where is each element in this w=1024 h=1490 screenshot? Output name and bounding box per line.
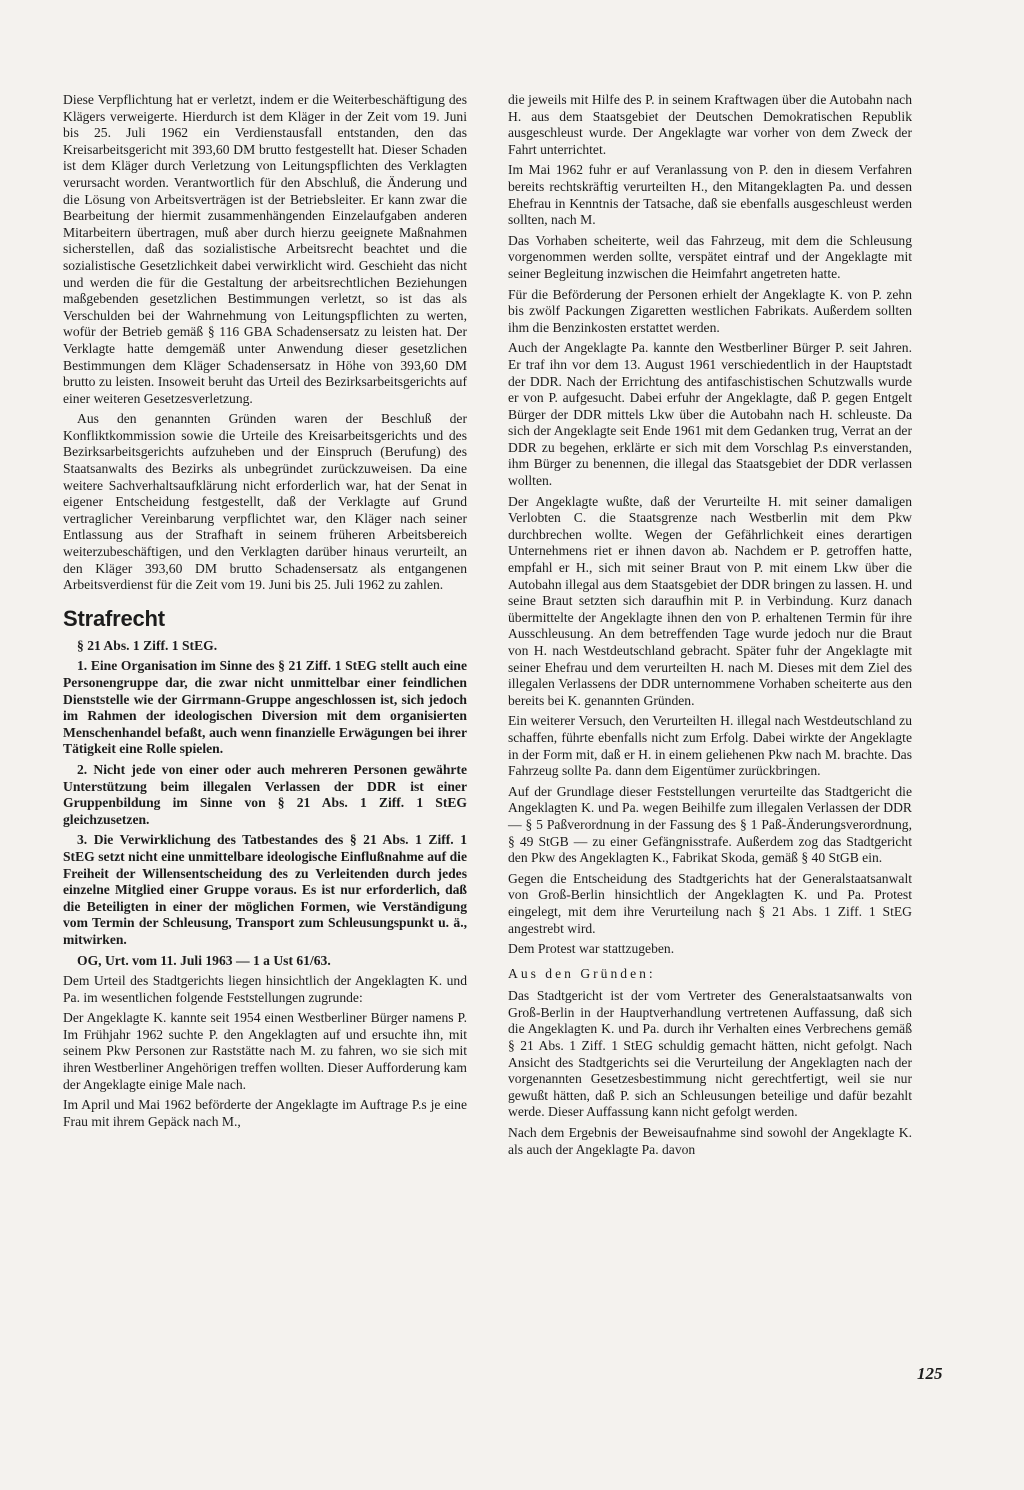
left-column [63, 92, 467, 1134]
paragraph: Ein weiterer Versuch, den Verurteilten H. illegal nach Westdeutschland zu schaffen, führte ebenfalls nicht zum Erfolg. Dabei wirkte der Angeklagte in der Form mit, daß er H. in einem geliehenen Pkw nach M. brachte. Das Fahrzeug sollte Pa. dann dem Eigentümer zurückbringen. [508, 713, 912, 779]
grounds-heading: Aus den Gründen: [508, 965, 656, 981]
paragraph: Das Vorhaben scheiterte, weil das Fahrzeug, mit dem die Schleusung vorgenommen werden sollte, verspätet eintraf und der Angeklagte mit seiner Begleitung inzwischen die Heimfahrt angetreten hatte. [508, 232, 912, 281]
paragraph: Aus den genannten Gründen waren der Beschluß der Konfliktkommission sowie die Urteile des Kreisarbeitsgerichts und des Bezirksarbeitsgerichts aufzuheben und der Einspruch (Berufung) des Staatsanwalts des Bezirks als unbegründet zurückzuweisen. Da eine weitere Sachverhaltsaufklärung nicht erforderlich war, hat der Senat in eigener Entscheidung festgestellt, daß der Verklagte auf Grund vertraglicher Vereinbarung verpflichtet war, den Kläger nach seiner Entlassung aus der Strafhaft in seinem früheren Arbeitsbereich weiterzubeschäftigen, und den Verklagten darüber hinaus verurteilt, an den Kläger 393,60 DM brutto Schadensersatz als entgangenen Arbeitsverdienst für die Zeit vom 19. Juni bis 25. Juli 1962 zu zahlen. [63, 411, 467, 593]
page-number: 125 [917, 1364, 943, 1383]
paragraph: Dem Protest war stattzugeben. [508, 941, 675, 957]
paragraph: Diese Verpflichtung hat er verletzt, indem er die Weiterbeschäftigung des Klägers verweigerte. Hierdurch ist dem Kläger in der Zeit vom 19. Juni bis 25. Juli 1962 ein Verdienstausfall entstanden, den das Kreisarbeitsgericht mit 393,60 DM brutto festgestellt hat. Dieser Schaden ist dem Kläger durch Verletzung von Leitungspflichten des Verklagten verursacht worden. Verantwortlich für den Abschluß, die Änderung und die Lösung von Arbeitsverträgen ist der Betriebsleiter. Er kann zwar die Bearbeitung der hiermit zusammenhängenden Einzelaufgaben anderen Mitarbeitern übertragen, muß aber durch hierzu geeignete Maßnahmen sicherstellen, daß das sozialistische Arbeitsrecht beachtet und die sozialistische Gesetzlichkeit dabei verwirklicht wird. Geschieht das nicht und werden die für die Gestaltung der arbeitsrechtlichen Beziehungen maßgebenden gesetzlichen Bestimmungen verletzt, so ist das als Verschulden bei der Wahrnehmung von Leitungspflichten zu werten, wofür der Betrieb gemäß § 116 GBA Schadensersatz zu leisten hat. Der Verklagte hatte demgemäß unter Anwendung dieser gesetzlichen Bestimmungen dem Kläger Schadensersatz in Höhe von 393,60 DM brutto zu leisten. Insoweit beruht das Urteil des Bezirksarbeitsgerichts auf einer weiteren Gesetzesverletzung. [63, 92, 467, 406]
paragraph: Im April und Mai 1962 beförderte der Angeklagte im Auftrage P.s je eine Frau mit ihrem Gepäck nach M., [63, 1097, 467, 1129]
paragraph: Auch der Angeklagte Pa. kannte den Westberliner Bürger P. seit Jahren. Er traf ihn vor dem 13. August 1961 verschiedentlich in der Hauptstadt der DDR. Nach der Errichtung des antifaschistischen Schutzwalls wurde er von P. aufgesucht. Dabei erfuhr der Angeklagte, daß P. gegen Entgelt Bürger der DDR mittels Lkw über die Autobahn nach H. schleuste. Da sich der Angeklagte seit Ende 1961 mit dem Gedanken trug, Verrat an der DDR zu begehen, erklärte er sich mit dem Vorschlag P.s einverstanden, ihm Bürger zu benennen, die illegal das Staatsgebiet der DDR verlassen wollten. [508, 340, 912, 489]
paragraph: Der Angeklagte K. kannte seit 1954 einen Westberliner Bürger namens P. Im Frühjahr 1962 suchte P. den Angeklagten auf und ersuchte ihn, mit seinem Pkw Personen zur Raststätte nach M. zu fahren, wo sie sich mit ihren Westberliner Angehörigen treffen wollten. Dieser Aufforderung kam der Angeklagte einige Male nach. [63, 1010, 467, 1092]
case-citation: OG, Urt. vom 11. Juli 1963 — 1 a Ust 61/63. [77, 952, 331, 968]
headnote-1: 1. Eine Organisation im Sinne des § 21 Ziff. 1 StEG stellt auch eine Personengruppe dar, die zwar nicht unmittelbar einer feindlichen Dienststelle wie der Girrmann-Gruppe angeschlossen ist, sich jedoch im Rahmen der ideologischen Diversion mit dem organisierten Menschenhandel befaßt, auch wenn finanzielle Erwägungen bei ihrer Tätigkeit eine Rolle spielen. [63, 658, 467, 757]
paragraph: Für die Beförderung der Personen erhielt der Angeklagte K. von P. zehn bis zwölf Packungen Zigaretten westlichen Fabrikats. Außerdem sollten ihm die Benzinkosten erstattet werden. [508, 286, 912, 335]
right-column [508, 92, 912, 1162]
paragraph: Dem Urteil des Stadtgerichts liegen hinsichtlich der Angeklagten K. und Pa. im wesentlichen folgende Feststellungen zugrunde: [63, 973, 467, 1005]
legal-norm: § 21 Abs. 1 Ziff. 1 StEG. [77, 637, 218, 653]
paragraph: Nach dem Ergebnis der Beweisaufnahme sind sowohl der Angeklagte K. als auch der Angeklagte Pa. davon [508, 1125, 912, 1157]
paragraph: Auf der Grundlage dieser Feststellungen verurteilte das Stadtgericht die Angeklagten K. und Pa. wegen Beihilfe zum illegalen Verlassen der DDR — § 5 Paßverordnung in der Fassung des § 1 Paß-Änderungsverordnung, § 49 StGB — zu einer Gefängnisstrafe. Außerdem zog das Stadtgericht den Pkw des Angeklagten K., Fabrikat Skoda, gemäß § 40 StGB ein. [508, 783, 912, 866]
paragraph: die jeweils mit Hilfe des P. in seinem Kraftwagen über die Autobahn nach H. aus dem Staatsgebiet der Deutschen Demokratischen Republik ausgeschleust wurde. Der Angeklagte war vorher von dem Zweck der Fahrt unterrichtet. [508, 92, 912, 157]
headnote-3: 3. Die Verwirklichung des Tatbestandes des § 21 Abs. 1 Ziff. 1 StEG setzt nicht eine unmittelbare ideologische Einflußnahme auf die Freiheit der Willensentscheidung des zu Verleitenden durch jedes einzelne Mitglied einer Gruppe voraus. Es ist nur erforderlich, daß die Beteiligten in einer der möglichen Formen, wie Verständigung vom Termin der Schleusung, Transport zum Schleusungspunkt u. ä., mitwirken. [63, 832, 467, 947]
paragraph: Gegen die Entscheidung des Stadtgerichts hat der Generalstaatsanwalt von Groß-Berlin hinsichtlich der Angeklagten K. und Pa. Protest eingelegt, mit dem ihre Verurteilung nach § 21 Abs. 1 Ziff. 1 StEG angestrebt wird. [508, 870, 912, 936]
section-heading: Strafrecht [63, 605, 165, 631]
paragraph: Der Angeklagte wußte, daß der Verurteilte H. mit seiner damaligen Verlobten C. die Staatsgrenze nach Westberlin mit dem Pkw durchbrechen wollte. Wegen der Gefährlichkeit eines derartigen Unternehmens riet er ihnen davon ab. Nachdem er P. getroffen hatte, empfahl er H., sich mit seiner Braut von P. mit einem Lkw über die Autobahn illegal aus dem Staatsgebiet der DDR bringen zu lassen. H. und seine Braut setzten sich daraufhin mit P. in Verbindung. Kurz danach übermittelte der Angeklagte ihnen den von P. erhaltenen Termin für ihre Ausschleusung. An dem betreffenden Tage wurde jedoch nur die Braut von H. nach Westdeutschland gebracht. Später fuhr der Angeklagte mit seiner Ehefrau und dem verurteilten H. nach M. Dieses mit dem Ziel des illegalen Verlassens der DDR unternommene Vorhaben scheiterte aus den bereits bei K. genannten Gründen. [508, 493, 912, 708]
paragraph: Das Stadtgericht ist der vom Vertreter des Generalstaatsanwalts von Groß-Berlin in der Hauptverhandlung vertretenen Auffassung, daß sich die Angeklagten K. und Pa. durch ihr Verhalten eines Verbrechens gemäß § 21 Abs. 1 Ziff. 1 StEG schuldig gemacht hätten, nicht gefolgt. Nach Ansicht des Stadtgerichts sei die Verurteilung der Angeklagten nach der vorgenannten Gesetzesbestimmung nicht gerechtfertigt, weil sie nur gewußt hätten, daß P. sich an Schleusungen beteilige und dafür bezahlt werde. Dieser Auffassung kann nicht gefolgt werden. [508, 988, 912, 1120]
headnote-2: 2. Nicht jede von einer oder auch mehreren Personen gewährte Unterstützung beim illegalen Verlassen der DDR ist einer Gruppenbildung im Sinne von § 21 Abs. 1 Ziff. 1 StEG gleichzusetzen. [63, 761, 467, 827]
paragraph: Im Mai 1962 fuhr er auf Veranlassung von P. den in diesem Verfahren bereits rechtskräftig verurteilten H., den Mitangeklagten Pa. und dessen Ehefrau in Kenntnis der Tatsache, daß sie ebenfalls ausgeschleust werden sollten, nach M. [508, 162, 912, 228]
